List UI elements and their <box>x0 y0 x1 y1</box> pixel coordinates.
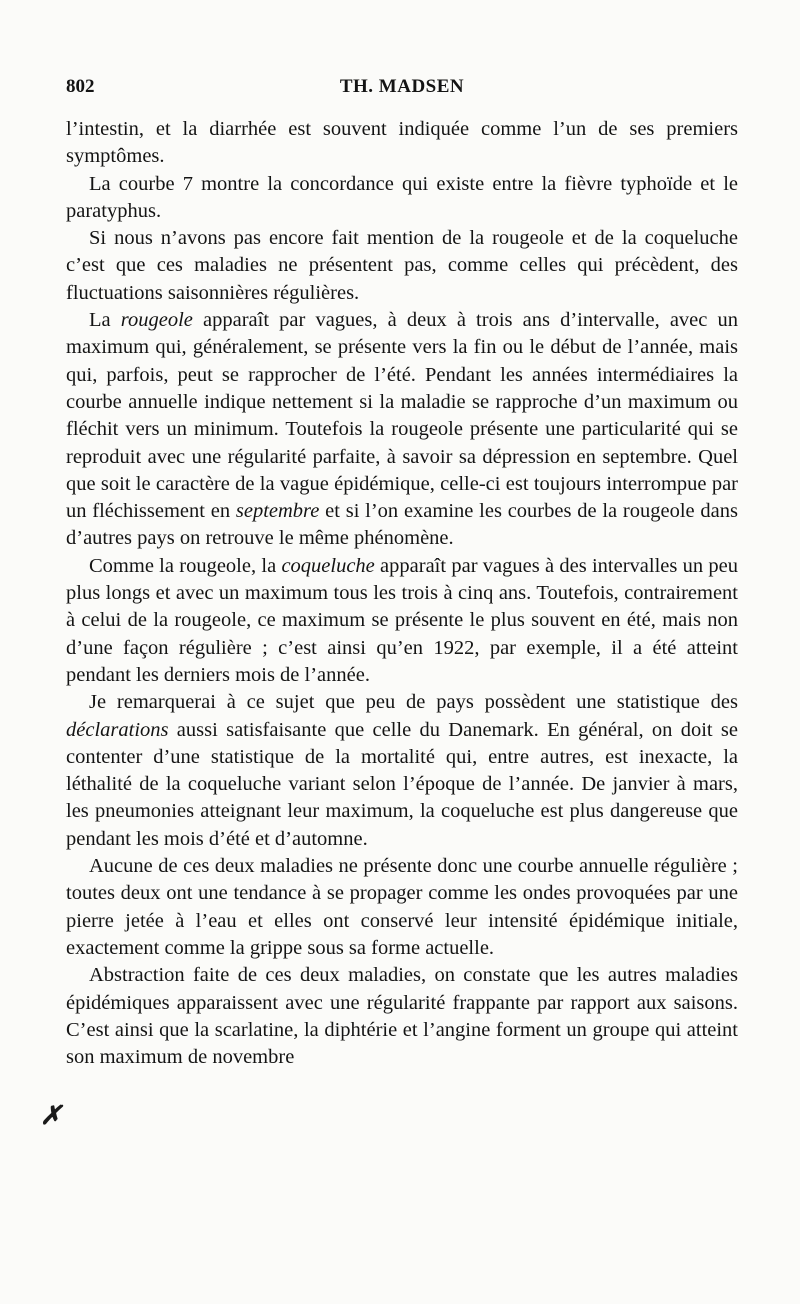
paragraph-3: Si nous n’avons pas encore fait mention de la rougeole et de la coqueluche c’est que ces maladies ne présentent pas, comme celles qui précèdent, des fluctuations saisonnières régulières. <box>66 227 738 304</box>
page-header <box>66 76 738 116</box>
paragraph-6-part-2: aussi satisfaisante que celle du Danemark. En général, on doit se contenter d’une statistique de la mortalité qui, entre autres, est inexacte, la léthalité de la coqueluche variant selon l’époque de l’année. De janvier à mars, les pneumonies atteignant leur maximum, la coqueluche est plus dangereuse que pendant les mois d’été et d’automne. <box>66 718 738 850</box>
paragraph-4-part-1: La <box>89 309 121 332</box>
handwritten-margin-mark: ✗ <box>40 1101 62 1130</box>
paragraph-2: La courbe 7 montre la concordance qui existe entre la fièvre typhoïde et le paratyphus. <box>66 172 738 222</box>
paragraph-5-part-1: Comme la rougeole, la <box>89 554 282 577</box>
term-declarations: déclarations <box>66 718 169 741</box>
body-text <box>66 116 738 1071</box>
document-page <box>66 76 738 1071</box>
paragraph-8: Abstraction faite de ces deux maladies, on constate que les autres maladies épidémiques apparaissent avec une régularité frappante par rapport aux saisons. C’est ainsi que la scarlatine, la diphtérie et l’angine forment un groupe qui atteint son maximum de novembre <box>66 964 738 1069</box>
paragraph-7: Aucune de ces deux maladies ne présente donc une courbe annuelle régulière ; toutes deux ont une tendance à se propager comme les ondes provoquées par une pierre jetée à l’eau et elles ont conservé leur intensité épidémique initiale, exactement comme la grippe sous sa forme actuelle. <box>66 855 738 959</box>
paragraph-5-part-2: apparaît par vagues à des intervalles un peu plus longs et avec un maximum tous les trois à cinq ans. Toutefois, contrairement à celui de la rougeole, ce maximum se présente le plus souvent en été, mais non d’une façon régulière ; c’est ainsi qu’en 1922, par exemple, il a été atteint pendant les derniers mois de l’année. <box>66 554 738 686</box>
paragraph-4 <box>66 307 738 553</box>
paragraph-5 <box>66 553 738 689</box>
page-number: 802 <box>66 76 95 97</box>
paragraph-4-part-3: et si l’on examine les courbes de la rougeole dans d’autres pays on retrouve le même phénomène. <box>66 500 738 550</box>
term-rougeole: rougeole <box>120 309 193 332</box>
paragraph-6 <box>66 689 738 853</box>
paragraph-6-part-1: Je remarquerai à ce sujet que peu de pays possèdent une statistique des <box>89 691 738 714</box>
paragraph-4-part-2: apparaît par vagues, à deux à trois ans d’intervalle, avec un maximum qui, généralement, se présente vers la fin ou le début de l’année, mais qui, parfois, peut se rapprocher de l’été. Pendant les années intermédiaires la courbe annuelle indique nettement si la maladie se rapproche d’un maximum ou fléchit vers un minimum. Toutefois la rougeole présente une particularité qui se reproduit avec une régularité parfaite, à savoir sa dépression en septembre. Quel que soit le caractère de la vague épidémique, celle-ci est toujours interrompue par un fléchissement en <box>66 309 738 523</box>
paragraph-1: l’intestin, et la diarrhée est souvent indiquée comme l’un de ses premiers symptômes. <box>66 118 738 168</box>
term-coqueluche: coqueluche <box>281 554 375 577</box>
term-septembre: septembre <box>235 500 320 523</box>
running-head: TH. MADSEN <box>339 76 465 97</box>
